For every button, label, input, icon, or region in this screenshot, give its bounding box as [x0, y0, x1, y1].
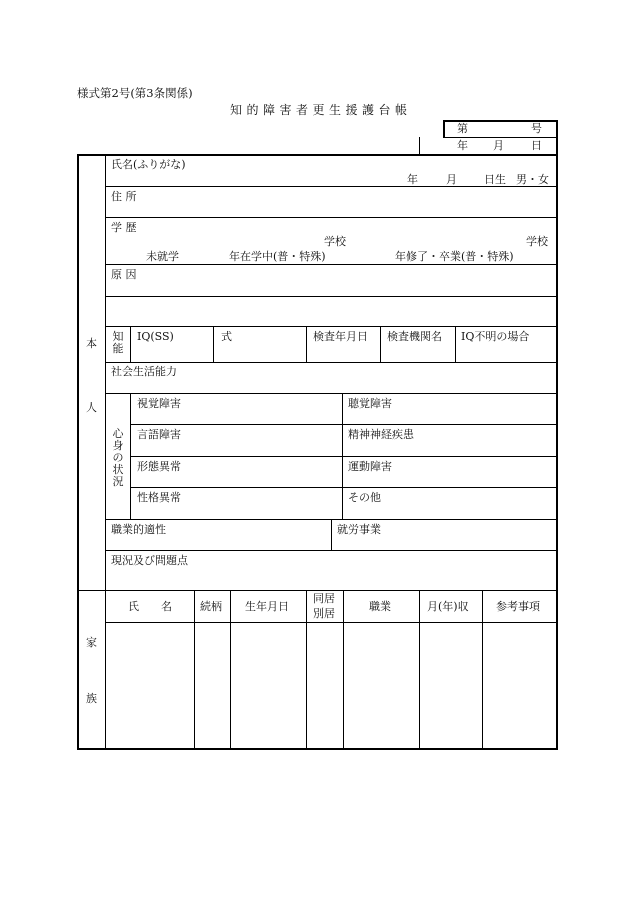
iq-unknown-label: IQ不明の場合 — [461, 330, 530, 343]
motor-label: 運動障害 — [348, 460, 392, 473]
family-col-notes: 参考事項 — [496, 600, 540, 613]
cause-label: 原 因 — [111, 268, 137, 281]
mental-label: 精神神経疾患 — [348, 428, 414, 441]
employment-program-label: 就労事業 — [337, 523, 381, 536]
family-col-cohabit: 同居 — [313, 592, 335, 605]
birth-day-label: 日生 — [484, 173, 506, 186]
speech-label: 言語障害 — [137, 428, 181, 441]
formula-label: 式 — [221, 330, 232, 343]
family-col-relation: 続柄 — [200, 600, 222, 613]
social-ability-label: 社会生活能力 — [111, 365, 177, 378]
birth-month-label: 月 — [446, 173, 457, 186]
education-graduated: 年修了・卒業(普・特殊) — [395, 250, 514, 263]
hearing-label: 聴覚障害 — [348, 397, 392, 410]
section-label-person-2: 人 — [86, 401, 97, 414]
date-month: 月 — [493, 139, 504, 152]
date-year: 年 — [457, 139, 468, 152]
number-go: 号 — [531, 122, 542, 135]
family-col-separate: 別居 — [313, 607, 335, 620]
family-col-job: 職業 — [369, 600, 391, 613]
intelligence-label: 知能 — [112, 330, 124, 355]
test-org-label: 検査機関名 — [387, 330, 442, 343]
vocational-aptitude-label: 職業的適性 — [111, 523, 166, 536]
section-label-family-2: 族 — [86, 692, 97, 705]
other-label: その他 — [348, 491, 381, 504]
family-col-income: 月(年)収 — [427, 600, 469, 613]
education-label: 学 歴 — [111, 221, 137, 234]
address-label: 住 所 — [111, 190, 137, 203]
education-school-1: 学校 — [324, 235, 346, 248]
visual-label: 視覚障害 — [137, 397, 181, 410]
family-col-birth: 生年月日 — [245, 600, 289, 613]
number-dai: 第 — [457, 122, 468, 135]
test-date-label: 検査年月日 — [313, 330, 368, 343]
education-not-enrolled: 未就学 — [146, 250, 179, 263]
form-number: 様式第2号(第3条関係) — [77, 86, 193, 100]
mind-body-label: 心身の状況 — [112, 427, 124, 488]
education-enrolled: 年在学中(普・特殊) — [229, 250, 326, 263]
sex-label: 男・女 — [516, 173, 549, 186]
personality-label: 性格異常 — [137, 491, 181, 504]
page-title: 知的障害者更生援護台帳 — [230, 103, 412, 117]
form-abnormal-label: 形態異常 — [137, 460, 181, 473]
section-label-family-1: 家 — [86, 636, 97, 649]
family-col-name: 氏 名 — [128, 600, 172, 613]
date-day: 日 — [531, 139, 542, 152]
section-label-person-1: 本 — [86, 337, 97, 350]
birth-year-label: 年 — [407, 173, 418, 186]
current-status-label: 現況及び問題点 — [111, 554, 188, 567]
iq-label: IQ(SS) — [137, 330, 174, 343]
education-school-2: 学校 — [526, 235, 548, 248]
name-label: 氏名(ふりがな) — [111, 158, 186, 171]
